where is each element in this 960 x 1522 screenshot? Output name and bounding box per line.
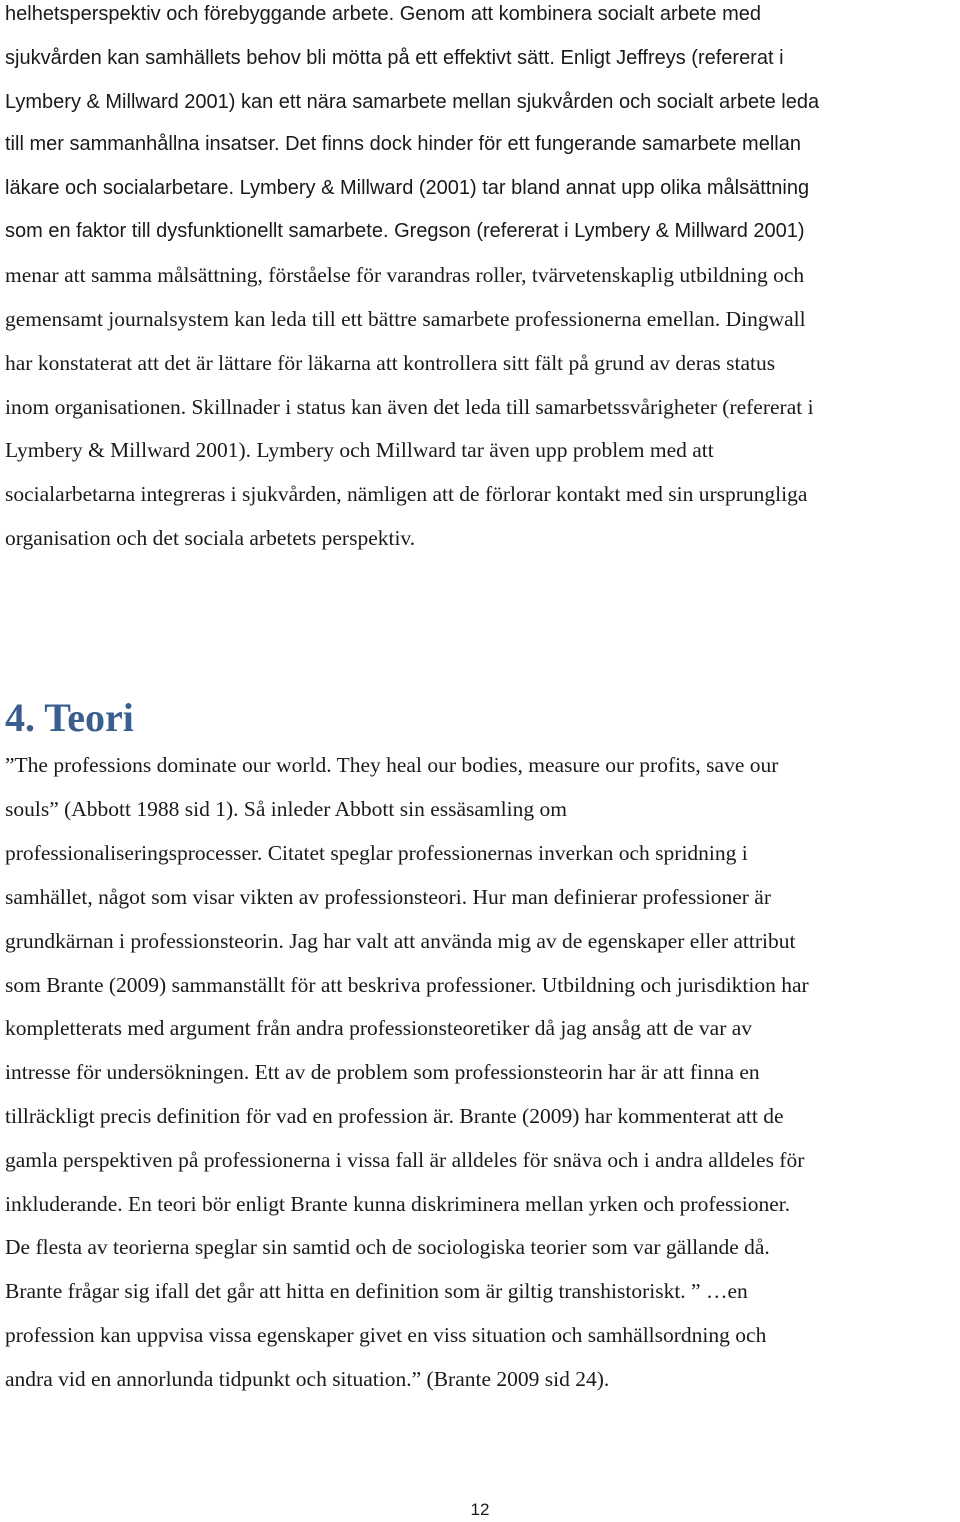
text-line: helhetsperspektiv och förebyggande arbete. Genom att kombinera socialt arbete med bbox=[5, 3, 761, 25]
text-line: gamla perspektiven på professionerna i vissa fall är alldeles för snäva och i andra alldeles för bbox=[5, 1148, 805, 1172]
text-line: profession kan uppvisa vissa egenskaper givet en viss situation och samhällsordning och bbox=[5, 1323, 767, 1347]
text-line: socialarbetarna integreras i sjukvården, nämligen att de förlorar kontakt med sin ursprungliga bbox=[5, 482, 808, 506]
text-line: organisation och det sociala arbetets perspektiv. bbox=[5, 526, 416, 550]
text-line: sjukvården kan samhällets behov bli mötta på ett effektivt sätt. Enligt Jeffreys (refererat i bbox=[5, 47, 784, 69]
text-line: Lymbery & Millward 2001). Lymbery och Millward tar även upp problem med att bbox=[5, 438, 714, 462]
text-line: professionaliseringsprocesser. Citatet speglar professionernas inverkan och spridning i bbox=[5, 841, 748, 865]
text-line: Lymbery & Millward 2001) kan ett nära samarbete mellan sjukvården och socialt arbete leda bbox=[5, 91, 820, 113]
text-line: De flesta av teorierna speglar sin samtid och de sociologiska teorier som var gällande då. bbox=[5, 1235, 770, 1259]
text-line: till mer sammanhållna insatser. Det finns dock hinder för ett fungerande samarbete mellan bbox=[5, 133, 801, 155]
text-line: Brante frågar sig ifall det går att hitta en definition som är giltig transhistoriskt. ” …en bbox=[5, 1279, 748, 1303]
text-line: intresse för undersökningen. Ett av de problem som professionsteorin har är att finna en bbox=[5, 1060, 760, 1084]
text-line: inkluderande. En teori bör enligt Brante kunna diskriminera mellan yrken och professioner. bbox=[5, 1192, 791, 1216]
text-line: som Brante (2009) sammanställt för att beskriva professioner. Utbildning och jurisdiktion har bbox=[5, 973, 809, 997]
text-line: som en faktor till dysfunktionellt samarbete. Gregson (refererat i Lymbery & Millward 2001) bbox=[5, 220, 805, 242]
text-line: har konstaterat att det är lättare för läkarna att kontrollera sitt fält på grund av deras status bbox=[5, 351, 776, 375]
text-line: andra vid en annorlunda tidpunkt och situation.” (Brante 2009 sid 24). bbox=[5, 1367, 610, 1391]
text-line: grundkärnan i professionsteorin. Jag har valt att använda mig av de egenskaper eller attribut bbox=[5, 929, 796, 953]
text-line: kompletterats med argument från andra professionsteoretiker då jag ansåg att de var av bbox=[5, 1016, 753, 1040]
page-number: 12 bbox=[470, 1500, 490, 1519]
text-line: ”The professions dominate our world. They heal our bodies, measure our profits, save our bbox=[5, 753, 779, 777]
text-line: tillräckligt precis definition för vad en profession är. Brante (2009) har kommenterat att de bbox=[5, 1104, 784, 1128]
text-line: menar att samma målsättning, förståelse för varandras roller, tvärvetenskaplig utbildning och bbox=[5, 263, 805, 287]
text-line: läkare och socialarbetare. Lymbery & Millward (2001) tar bland annat upp olika målsättning bbox=[5, 177, 810, 199]
text-line: samhället, något som visar vikten av professionsteori. Hur man definierar professioner är bbox=[5, 885, 772, 909]
text-line: gemensamt journalsystem kan leda till ett bättre samarbete professionerna emellan. Dingwall bbox=[5, 307, 806, 331]
text-line: souls” (Abbott 1988 sid 1). Så inleder Abbott sin essäsamling om bbox=[5, 797, 567, 821]
section-heading: 4. Teori bbox=[5, 695, 134, 740]
text-line: inom organisationen. Skillnader i status kan även det leda till samarbetssvårigheter (refererat i bbox=[5, 395, 814, 419]
